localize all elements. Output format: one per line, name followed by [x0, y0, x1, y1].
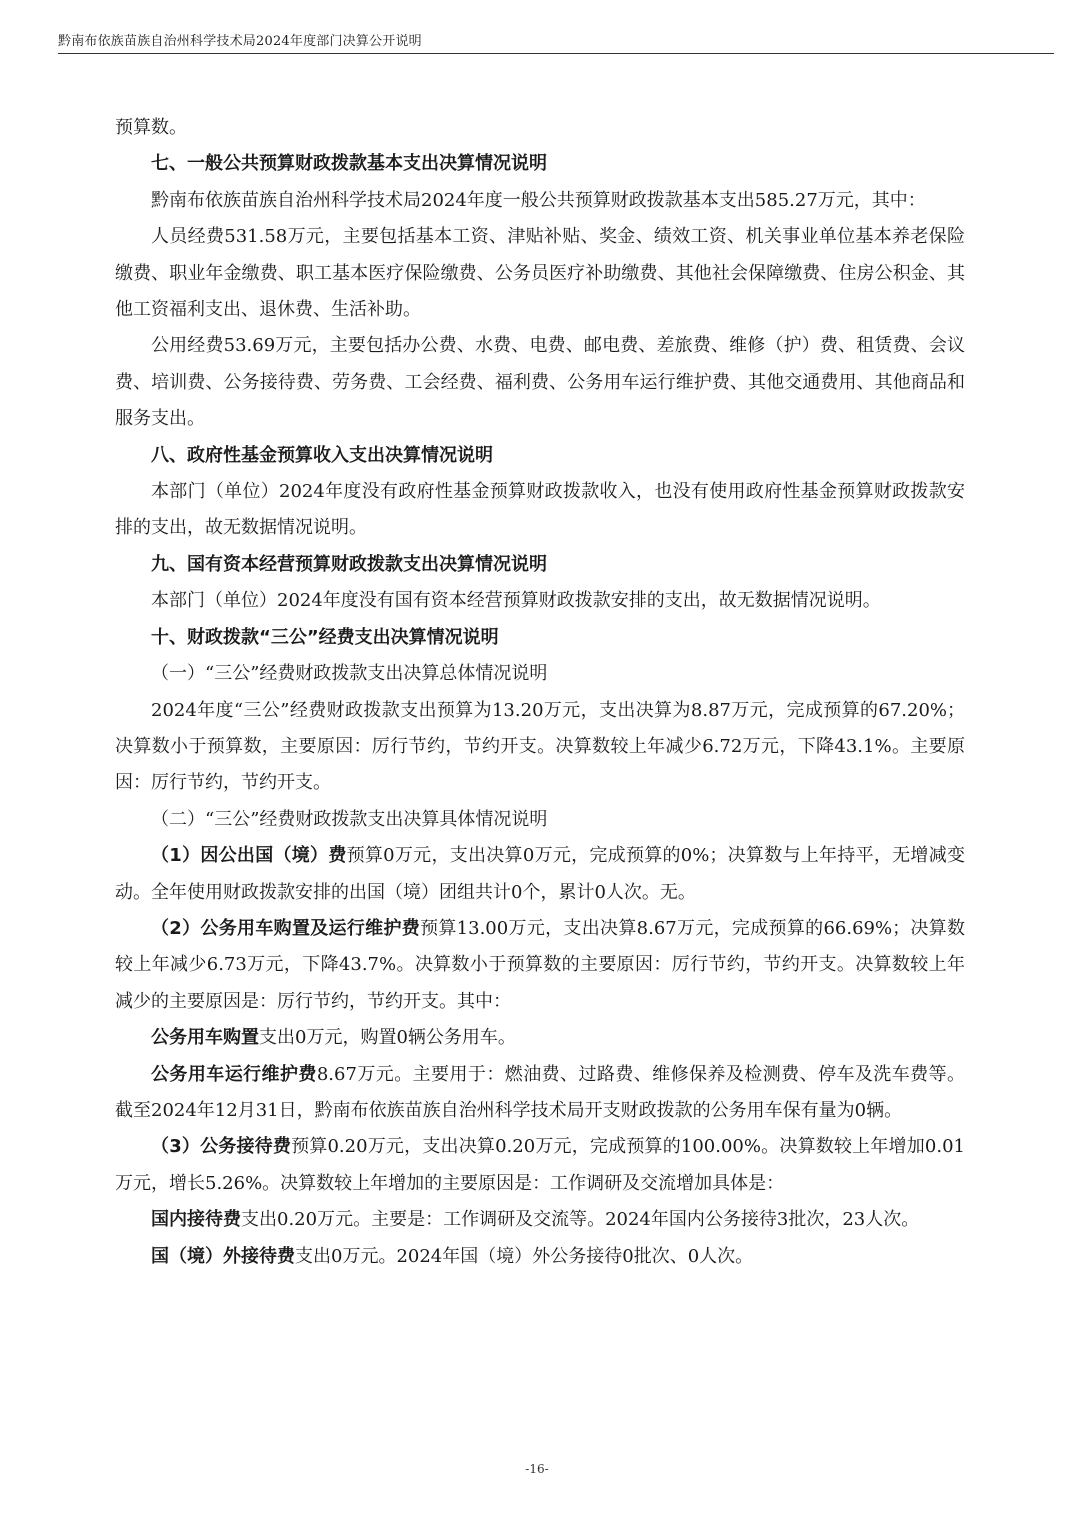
paragraph	[115, 838, 965, 911]
running-header: 黔南布依族苗族自治州科学技术局2024年度部门决算公开说明	[58, 34, 422, 49]
subheading-1: （一）“三公”经费财政拨款支出决算总体情况说明	[151, 663, 548, 685]
paragraph: 本部门（单位）2024年度没有政府性基金预算财政拨款收入，也没有使用政府性基金预算财政拨款安排的支出，故无数据情况说明。	[115, 481, 965, 539]
inline-label: 国（境）外接待费	[151, 1245, 295, 1267]
paragraph: 本部门（单位）2024年度没有国有资本经营预算财政拨款安排的支出，故无数据情况说明。	[151, 590, 881, 612]
section-heading-9: 九、国有资本经营预算财政拨款支出决算情况说明	[151, 553, 547, 575]
inline-label: 公务用车购置	[151, 1027, 259, 1049]
body-text	[115, 110, 965, 1275]
subheading-2: （二）“三公”经费财政拨款支出决算具体情况说明	[151, 808, 548, 830]
header-rule	[58, 53, 1054, 54]
paragraph: 2024年度“三公”经费财政拨款支出预算为13.20万元，支出决算为8.87万元，完成预算的67.20%；决算数小于预算数，主要原因：厉行节约，节约开支。决算数较上年减少6.72万元，下降43.1%。主要原因：厉行节约，节约开支。	[115, 699, 965, 794]
paragraph	[115, 911, 965, 1020]
paragraph	[115, 1129, 965, 1202]
section-heading-8: 八、政府性基金预算收入支出决算情况说明	[151, 444, 493, 466]
paragraph	[115, 1057, 965, 1130]
inline-label: 国内接待费	[151, 1209, 241, 1231]
paragraph: 人员经费531.58万元，主要包括基本工资、津贴补贴、奖金、绩效工资、机关事业单位基本养老保险缴费、职业年金缴费、职工基本医疗保险缴费、公务员医疗补助缴费、其他社会保障缴费、住房公积金、其他工资福利支出、退休费、生活补助。	[115, 226, 965, 321]
inline-label: （3）公务接待费	[151, 1136, 292, 1158]
inline-label: （2）公务用车购置及运行维护费	[151, 917, 421, 939]
paragraph: 预算数。	[115, 117, 187, 138]
page-number: -16-	[525, 1462, 549, 1476]
paragraph-text: 预算0万元，支出决算0万元，完成预算的0%；决算数与上年持平，无增减变动。全年使用财政拨款安排的出国（境）团组共计0个，累计0人次。无。	[115, 845, 965, 903]
paragraph-text: 支出0万元，购置0辆公务用车。	[259, 1027, 516, 1049]
paragraph-text: 预算0.20万元，支出决算0.20万元，完成预算的100.00%。决算数较上年增加0.01万元，增长5.26%。决算数较上年增加的主要原因是：工作调研及交流增加具体是：	[115, 1136, 965, 1194]
paragraph: 公用经费53.69万元，主要包括办公费、水费、电费、邮电费、差旅费、维修（护）费、租赁费、会议费、培训费、公务接待费、劳务费、工会经费、福利费、公务用车运行维护费、其他交通费用、其他商品和服务支出。	[115, 335, 965, 430]
paragraph	[115, 1020, 965, 1056]
paragraph: 黔南布依族苗族自治州科学技术局2024年度一般公共预算财政拨款基本支出585.27万元，其中：	[151, 189, 926, 211]
inline-label: （1）因公出国（境）费	[151, 845, 347, 867]
paragraph-text: 预算13.00万元，支出决算8.67万元，完成预算的66.69%；决算数较上年减少6.73万元，下降43.7%。决算数小于预算数的主要原因：厉行节约，节约开支。决算数较上年减少的主要原因是：厉行节约，节约开支。其中：	[115, 917, 965, 1012]
section-heading-7: 七、一般公共预算财政拨款基本支出决算情况说明	[151, 153, 547, 175]
paragraph-text: 8.67万元。主要用于：燃油费、过路费、维修保养及检测费、停车及洗车费等。截至2024年12月31日，黔南布依族苗族自治州科学技术局开支财政拨款的公务用车保有量为0辆。	[115, 1063, 965, 1121]
paragraph	[115, 1202, 965, 1238]
paragraph-text: 支出0.20万元。主要是：工作调研及交流等。2024年国内公务接待3批次，23人次。	[241, 1209, 920, 1231]
paragraph	[115, 1239, 965, 1275]
paragraph-text: 支出0万元。2024年国（境）外公务接待0批次、0人次。	[295, 1245, 754, 1267]
inline-label: 公务用车运行维护费	[151, 1063, 317, 1085]
section-heading-10: 十、财政拨款“三公”经费支出决算情况说明	[151, 626, 499, 648]
